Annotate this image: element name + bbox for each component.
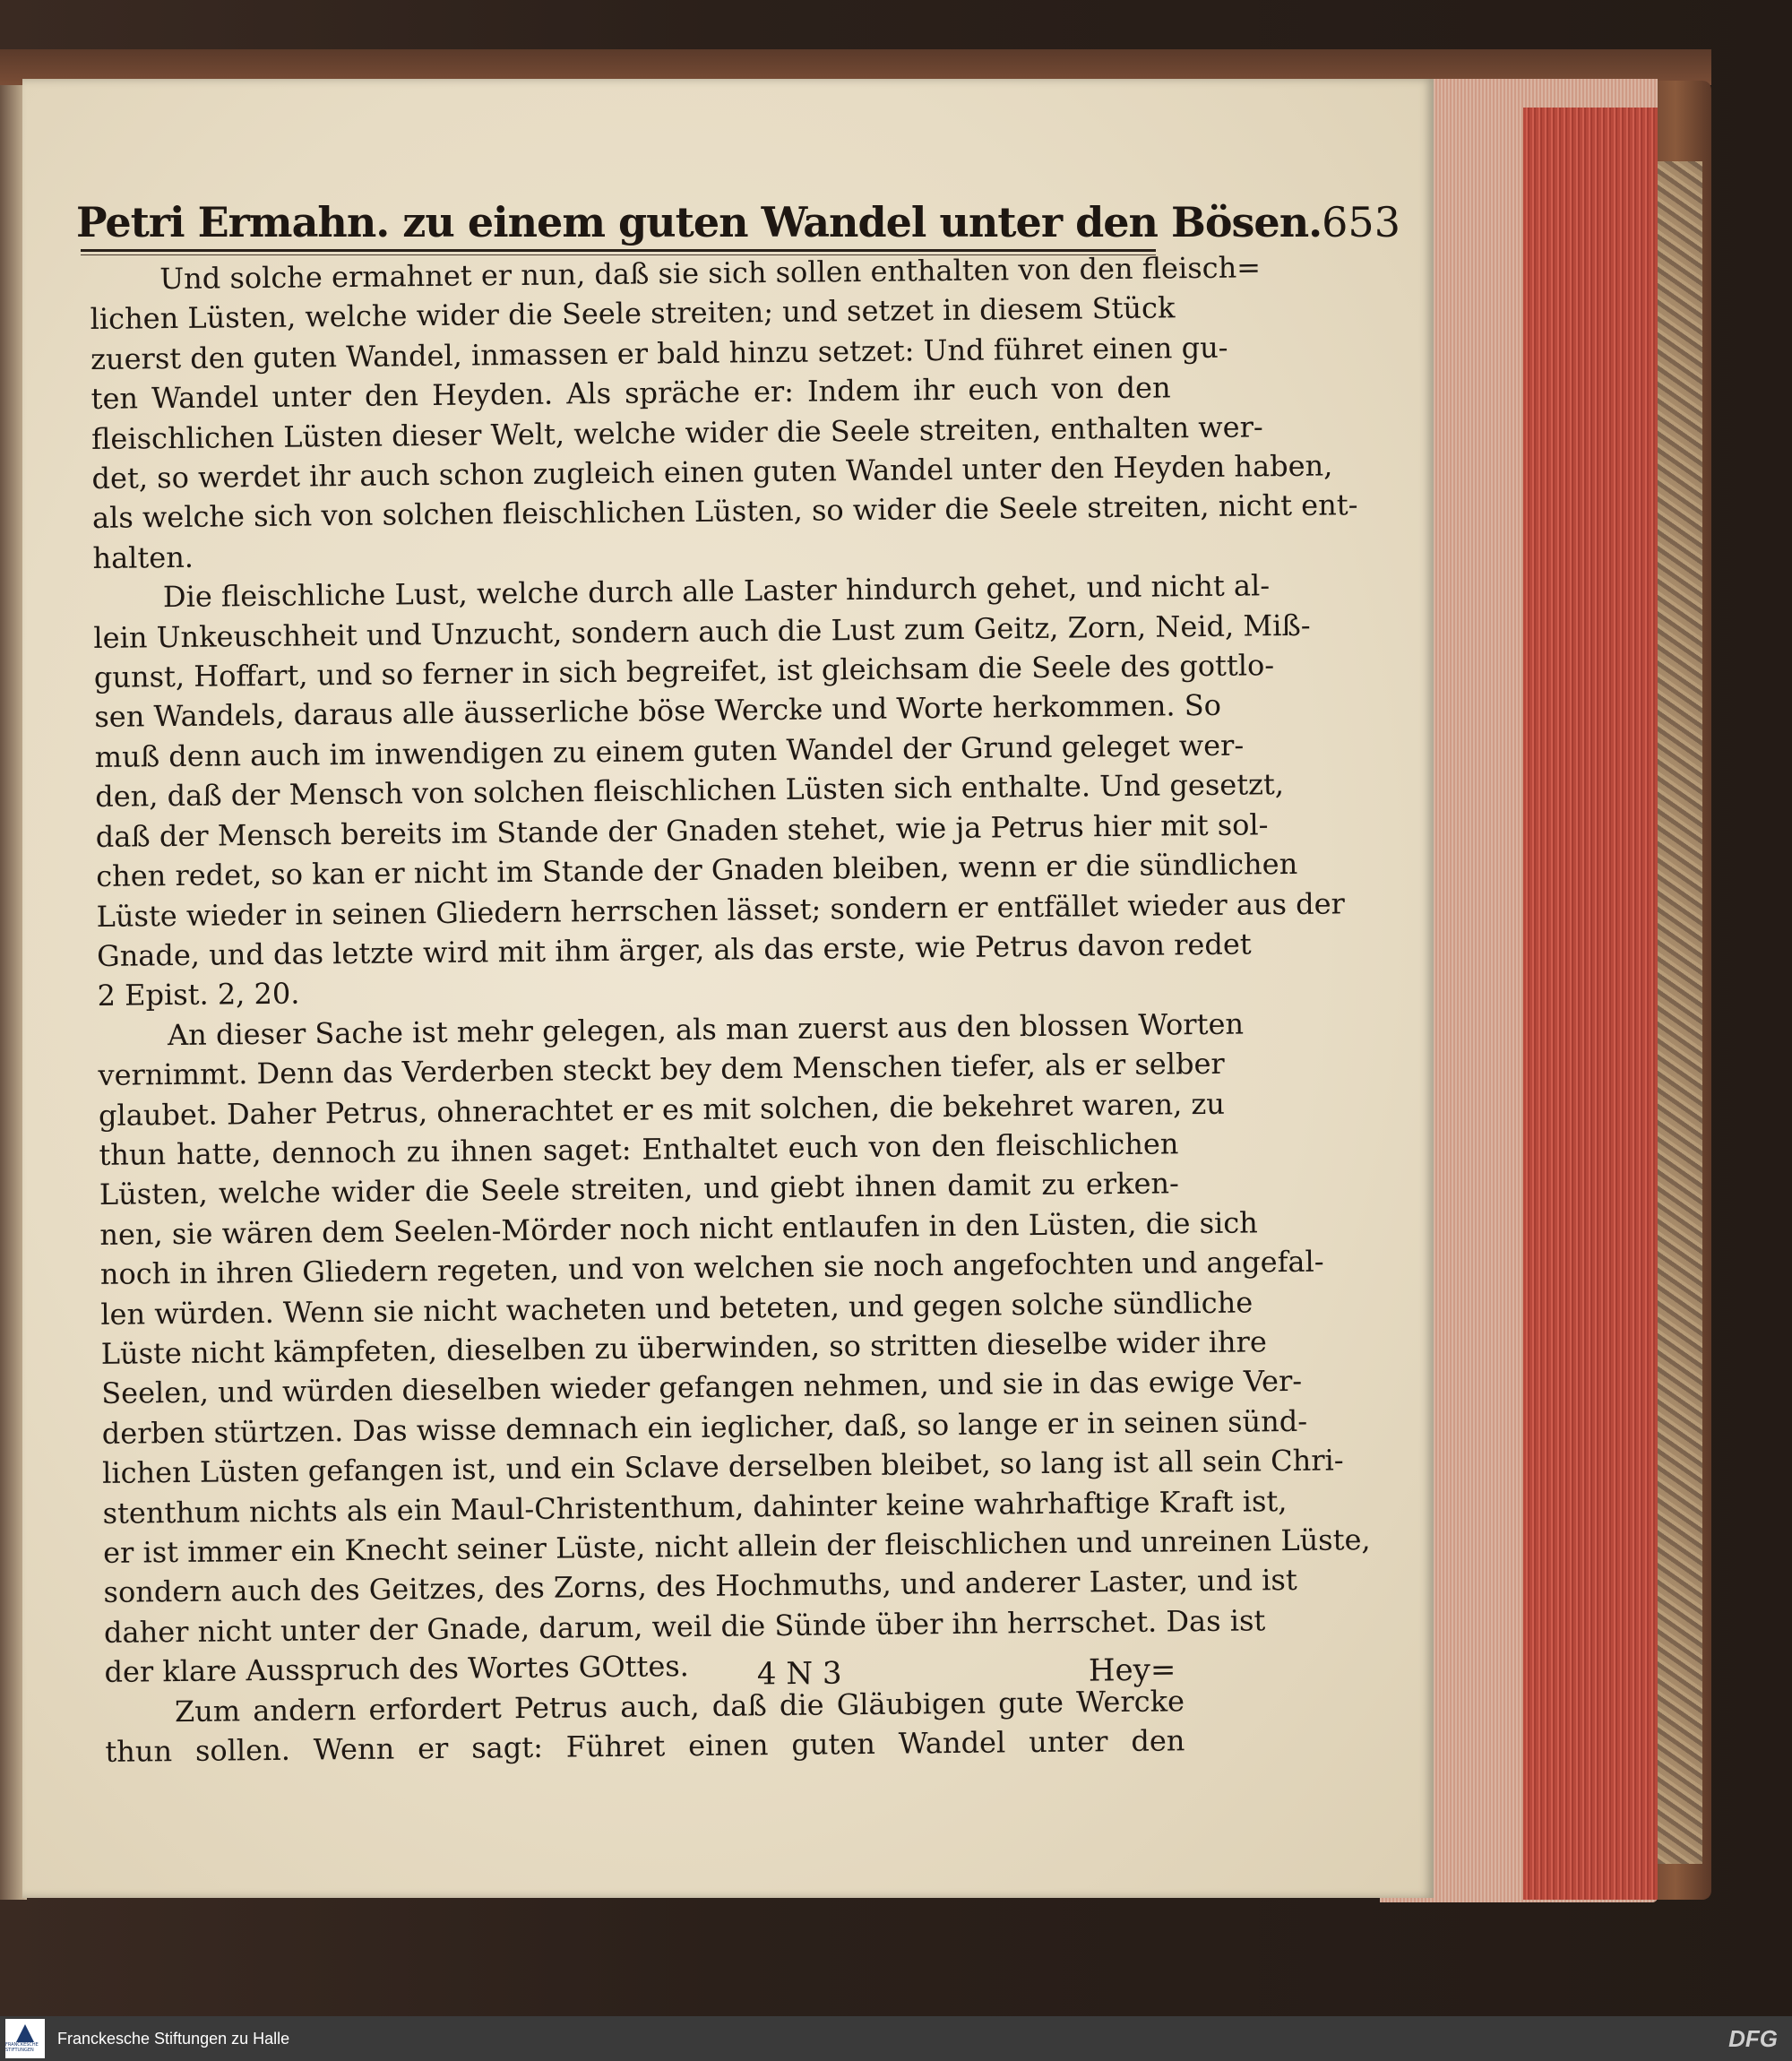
text-line: Lüste nicht kämpfeten, dieselben zu überwinden, so stritten dieselbe wider ihre (100, 1324, 1267, 1371)
text-line: den, daß der Mensch von solchen fleischlichen Lüsten sich enthalte. Und gesetzt, (95, 767, 1285, 815)
text-line: der klare Ausspruch des Wortes GOttes. (104, 1649, 690, 1690)
text-line: Lüste wieder in seinen Gliedern herrschen lässet; sondern er entfället wieder aus der (96, 885, 1346, 934)
viewer-footer-bar (0, 2016, 1792, 2061)
logo-icon (16, 2024, 34, 2042)
text-line: Und solche ermahnet er nun, daß sie sich sollen enthalten von den fleisch= (159, 250, 1262, 297)
institution-logo[interactable] (5, 2019, 45, 2058)
text-line: lichen Lüsten, welche wider die Seele streiten; und setzet in diesem Stück (90, 290, 1176, 337)
text-line: muß denn auch im inwendigen zu einem guten Wandel der Grund geleget wer- (94, 728, 1245, 774)
running-head: Petri Ermahn. zu einem guten Wandel unter den Bösen. (76, 198, 1322, 246)
logo-text: FRANCKESCHE STIFTUNGEN (5, 2042, 39, 2053)
page-header (76, 175, 1400, 246)
text-line: Lüsten, welche wider die Seele streiten, und giebt ihnen damit zu erken- (99, 1166, 1180, 1212)
text-line: Die fleischliche Lust, welche durch alle Laster hindurch gehet, und nicht al- (162, 568, 1271, 615)
text-line: glaubet. Daher Petrus, ohnerachtet er es mit solchen, die bekehret waren, zu (98, 1086, 1226, 1133)
text-line: Seelen, und würden dieselben wieder gefangen nehmen, und sie in das ewige Ver- (101, 1364, 1303, 1411)
signature-mark: 4 N 3 (756, 1655, 842, 1693)
text-line: gunst, Hoffart, und so ferner in sich begreifet, ist gleichsam die Seele des gottlo- (93, 648, 1275, 695)
page-number: 653 (1322, 198, 1400, 246)
text-line: sen Wandels, daraus alle äusserliche böse Wercke und Worte herkommen. So (94, 688, 1222, 735)
text-line: noch in ihren Gliedern regeten, und von welchen sie noch angefochten und angefal- (99, 1244, 1324, 1292)
text-line: daher nicht unter der Gnade, darum, weil die Sünde über ihn herrschet. Das ist (103, 1603, 1266, 1650)
text-line: daß der Mensch bereits im Stande der Gnaden stehet, wie ja Petrus hier mit sol- (95, 806, 1269, 854)
body-text (90, 248, 1371, 1772)
text-line: ten Wandel unter den Heyden. Als spräche er: Indem ihr euch von den (90, 370, 1171, 417)
text-line: vernimmt. Denn das Verderben steckt bey dem Menschen tiefer, als er selber (98, 1046, 1225, 1093)
red-edge-gilding (1523, 108, 1658, 1900)
text-line: lichen Lüsten gefangen ist, und ein Sclave derselben bleibet, so lang ist all sein Chri- (101, 1443, 1344, 1491)
text-line: Gnade, und das letzte wird mit ihm ärger, als das erste, wie Petrus davon redet (96, 927, 1252, 973)
text-line: len würden. Wenn sie nicht wacheten und beteten, und gegen solche sündliche (100, 1285, 1254, 1332)
text-line: chen redet, so kan er nicht im Stande der Gnaden bleiben, wenn er die sündlichen (96, 847, 1298, 894)
text-line: 2 Epist. 2, 20. (97, 976, 300, 1013)
text-line: lein Unkeuschheit und Unzucht, sondern auch die Lust zum Geitz, Zorn, Neid, Miß- (93, 608, 1311, 655)
text-line: An dieser Sache ist mehr gelegen, als man zuerst aus den blossen Worten (167, 1006, 1245, 1052)
text-line: sondern auch des Geitzes, des Zorns, des Hochmuths, und anderer Laster, und ist (103, 1563, 1297, 1610)
institution-name[interactable]: Franckesche Stiftungen zu Halle (57, 2029, 290, 2048)
text-line: thun sollen. Wenn er sagt: Führet einen guten Wandel unter den (105, 1723, 1185, 1769)
text-line: fleischlichen Lüsten dieser Welt, welche wider die Seele streiten, enthalten wer- (90, 409, 1263, 456)
text-line: nen, sie wären dem Seelen-Mörder noch nicht entlaufen in den Lüsten, die sich (99, 1205, 1258, 1252)
text-line: er ist immer ein Knecht seiner Lüste, nicht allein der fleischlichen und unreinen Lüste, (102, 1522, 1371, 1570)
text-line: stenthum nichts als ein Maul-Christenthum, dahinter keine wahrhaftige Kraft ist, (102, 1483, 1288, 1531)
text-line: derben stürtzen. Das wisse demnach ein ieglicher, daß, so lange er in seinen sünd- (101, 1403, 1308, 1451)
text-line: zuerst den guten Wandel, inmassen er bald hinzu setzet: Und führet einen gu- (90, 330, 1228, 376)
text-line: halten. (92, 539, 194, 575)
catchword: Hey= (1088, 1651, 1176, 1689)
text-line: Zum andern erfordert Petrus auch, daß die Gläubigen gute Wercke (174, 1683, 1185, 1729)
text-line: det, so werdet ihr auch schon zugleich einen guten Wandel unter den Heyden haben, (91, 448, 1333, 496)
text-line: als welche sich von solchen fleischlichen Lüsten, so wider die Seele streiten, nicht ent- (91, 487, 1358, 536)
text-line: thun hatte, dennoch zu ihnen saget: Enthaltet euch von den fleischlichen (99, 1126, 1179, 1172)
dfg-logo[interactable]: DFG (1728, 2024, 1778, 2052)
